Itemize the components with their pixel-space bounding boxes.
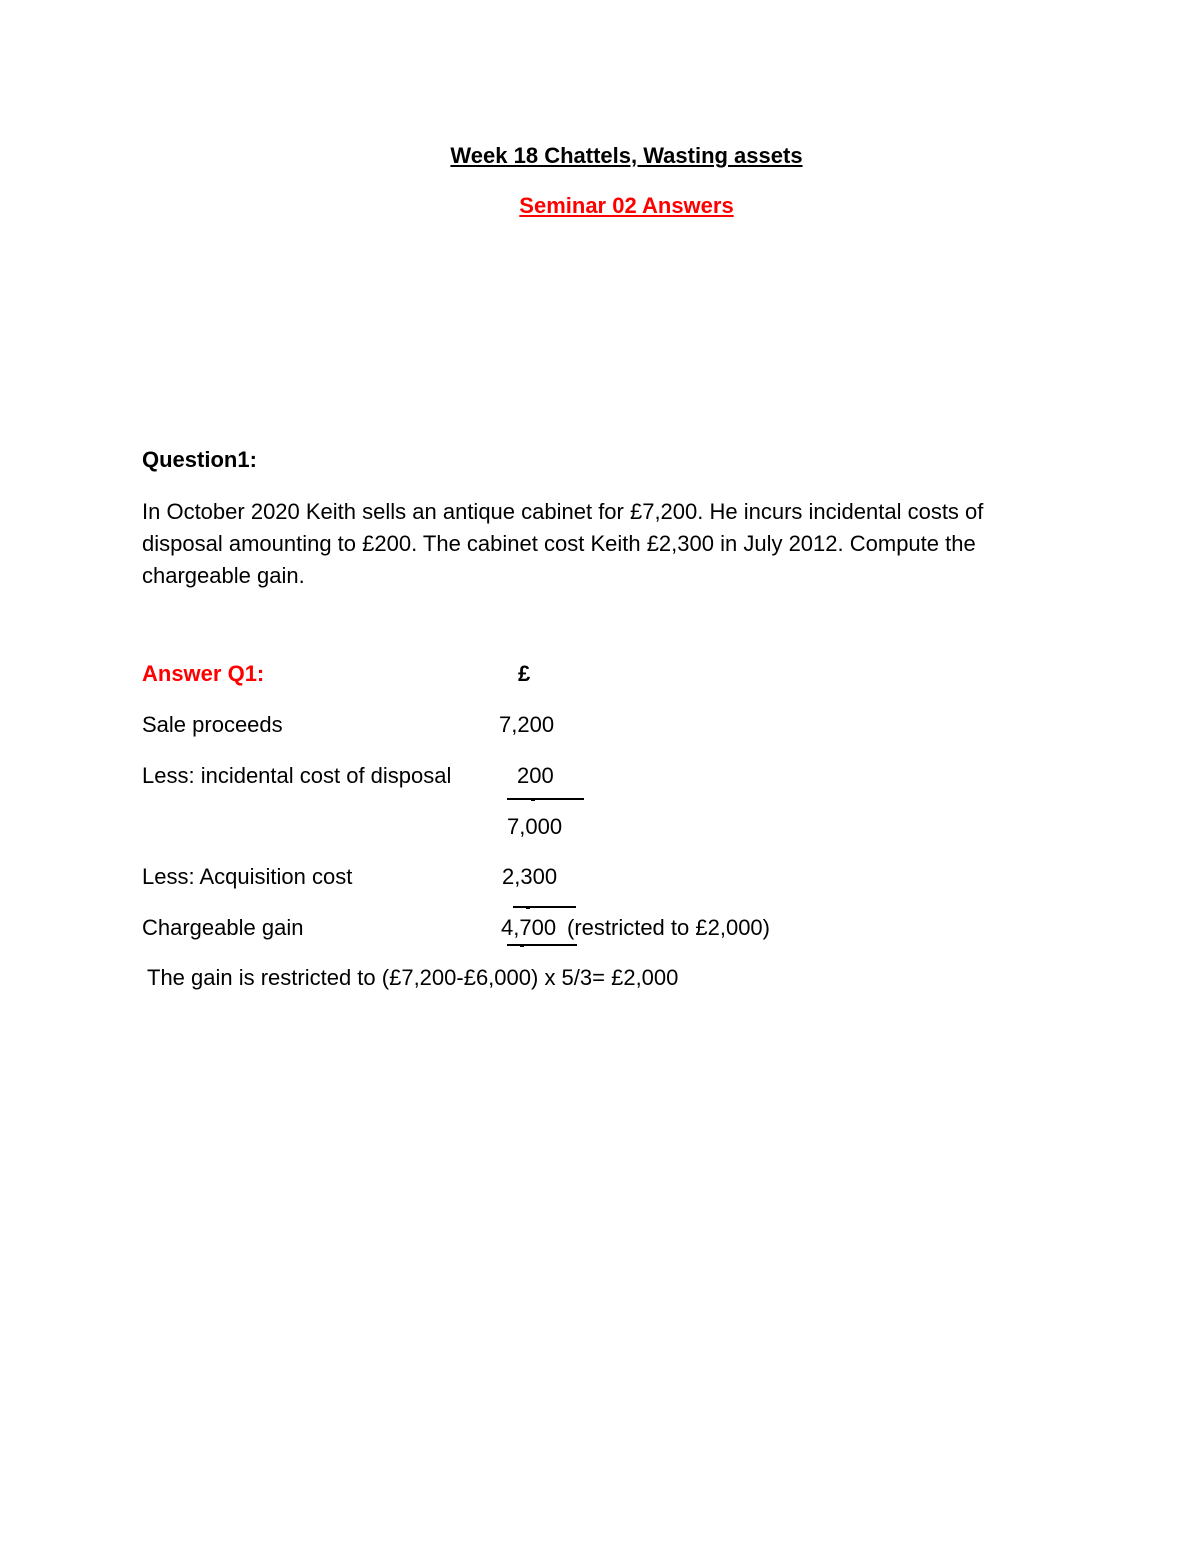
- acquisition-cost-amount: 2,300: [502, 864, 558, 889]
- subtotal-rule: [507, 798, 584, 800]
- incidental-cost-amount: 200: [517, 763, 554, 788]
- total-rule-mark: [520, 944, 524, 947]
- chargeable-gain-amount: 4,700: [501, 915, 557, 940]
- gain-rule: [513, 906, 576, 908]
- sale-proceeds-label: Sale proceeds: [142, 712, 283, 737]
- document-subtitle: Seminar 02 Answers: [519, 193, 734, 218]
- currency-column-header: £: [518, 661, 531, 686]
- sale-proceeds-amount: 7,200: [499, 712, 555, 737]
- incidental-cost-label: Less: incidental cost of disposal: [142, 763, 452, 788]
- question-heading: Question1:: [142, 447, 257, 472]
- question-body: In October 2020 Keith sells an antique cabinet for £7,200. He incurs incidental costs of disposal amounting to £200. The cabinet cost Keith £2,300 in July 2012. Compute the chargeable gain.: [142, 499, 984, 588]
- chargeable-gain-label: Chargeable gain: [142, 915, 304, 940]
- acquisition-cost-label: Less: Acquisition cost: [142, 864, 353, 889]
- subtotal-rule-mark: [531, 798, 535, 801]
- total-rule: [507, 944, 577, 946]
- subtotal-amount: 7,000: [507, 814, 563, 839]
- chargeable-gain-note: (restricted to £2,000): [567, 915, 770, 940]
- gain-rule-mark: [526, 906, 530, 909]
- document-title: Week 18 Chattels, Wasting assets: [450, 143, 803, 168]
- answer-heading: Answer Q1:: [142, 661, 265, 686]
- restriction-explanation: The gain is restricted to (£7,200-£6,000) x 5/3= £2,000: [147, 965, 679, 990]
